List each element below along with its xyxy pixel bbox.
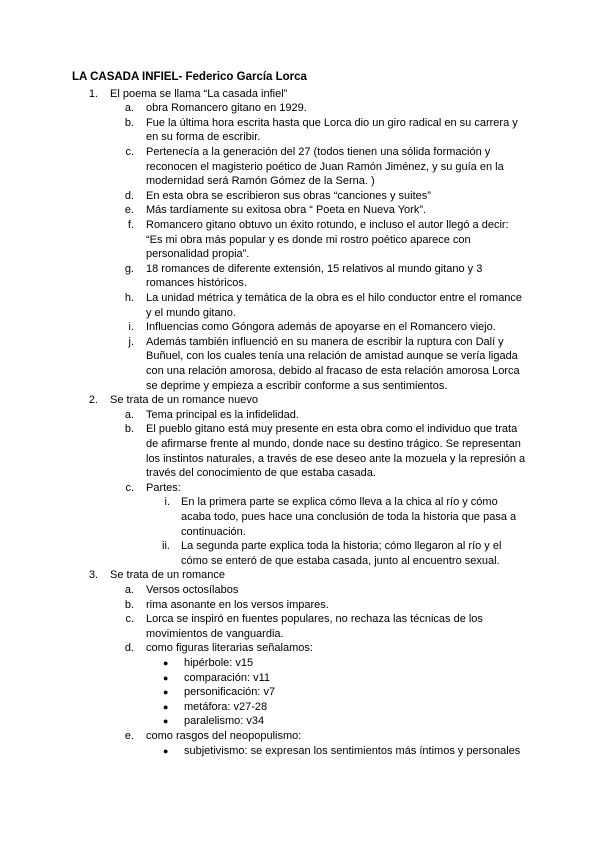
sublist-item-text: Partes: xyxy=(146,481,181,494)
sublist-item-text: modernidad será Ramón Gómez de la Serna. ) xyxy=(146,175,375,188)
list-number: 2. xyxy=(88,394,98,407)
sublist-item-text: con una relación amorosa, debido al fracaso de esta relación amorosa Lorca xyxy=(146,364,520,377)
sublist-item-text: Tema principal es la infidelidad. xyxy=(146,408,299,421)
bullet-icon: ● xyxy=(163,657,169,668)
sublist-item-text: El pueblo gitano está muy presente en esta obra como el individuo que trata xyxy=(146,423,518,436)
sublist-item-text: 18 romances de diferente extensión, 15 relativos al mundo gitano y 3 xyxy=(146,262,483,275)
list-item-text: El poema se llama “La casada infiel” xyxy=(110,87,288,100)
list-item-text: Se trata de un romance nuevo xyxy=(110,394,258,407)
list-number: 3. xyxy=(88,569,98,582)
sublist-item-text: personalidad propia”. xyxy=(146,248,250,261)
sublist-letter: c. xyxy=(125,481,134,494)
sublist-letter: f. xyxy=(127,218,134,231)
bullet-item-text: paralelismo: v34 xyxy=(184,715,265,728)
sublist-item-text: movimientos de vanguardia. xyxy=(146,627,284,640)
sublist-letter: e. xyxy=(124,729,134,742)
sublist-item-text: Además también influenció en su manera de escribir la ruptura con Dalí y xyxy=(146,335,504,348)
sublist-letter: d. xyxy=(124,189,134,202)
roman-item-text: La segunda parte explica toda la historia; cómo llegaron al río y el xyxy=(181,540,502,553)
roman-item-text: continuación. xyxy=(181,525,246,538)
sublist-letter: c. xyxy=(125,613,134,626)
sublist-letter: c. xyxy=(125,145,134,158)
sublist-item-text: de afirmarse frente al mundo, donde nace su destino trágico. Se representan xyxy=(146,437,521,450)
sublist-item-text: Lorca se inspiró en fuentes populares, no rechaza las técnicas de los xyxy=(146,613,483,626)
list-item-text: Se trata de un romance xyxy=(110,569,225,582)
list-number: 1. xyxy=(88,87,98,100)
bullet-item-text: personificación: v7 xyxy=(184,686,276,699)
roman-item-text: cómo se enteró de que estaba casada, junto al encuentro sexual. xyxy=(181,554,500,567)
sublist-item-text: en su forma de escribir. xyxy=(146,131,261,144)
document-title: LA CASADA INFIEL- Federico García Lorca xyxy=(72,71,307,83)
sublist-letter: b. xyxy=(124,423,134,436)
bullet-icon: ● xyxy=(163,687,169,698)
sublist-letter: h. xyxy=(124,291,134,304)
sublist-item-text: obra Romancero gitano en 1929. xyxy=(146,102,307,115)
sublist-item-text: Romancero gitano obtuvo un éxito rotundo, e incluso el autor llegó a decir: xyxy=(146,218,509,231)
sublist-letter: e. xyxy=(124,204,134,217)
sublist-item-text: Fue la última hora escrita hasta que Lorca dio un giro radical en su carrera y xyxy=(146,116,518,129)
bullet-item-text: metáfora: v27-28 xyxy=(184,700,268,713)
sublist-item-text: rima asonante en los versos impares. xyxy=(146,598,329,611)
sublist-letter: g. xyxy=(124,262,134,275)
roman-item-text: acaba todo, pues hace una conclusión de toda la historia que pasa a xyxy=(181,510,517,523)
sublist-item-text: Versos octosílabos xyxy=(146,583,239,596)
sublist-item-text: La unidad métrica y temática de la obra es el hilo conductor entre el romance xyxy=(146,291,523,304)
sublist-letter: b. xyxy=(124,116,134,129)
bullet-item-text: hipérbole: v15 xyxy=(184,656,254,669)
sublist-item-text: En esta obra se escribieron sus obras “canciones y suites” xyxy=(146,189,431,202)
sublist-item-text: se deprime y empieza a escribir conforme a sus sentimientos. xyxy=(146,379,448,392)
sublist-letter: a. xyxy=(124,583,134,596)
bullet-item-text: subjetivismo: se expresan los sentimientos más íntimos y personales xyxy=(184,744,521,757)
sublist-item-text: través del conocimiento de que estaba casada. xyxy=(146,467,376,480)
sublist-item-text: romances históricos. xyxy=(146,277,247,290)
sublist-item-text: reconocen el magisterio poético de Juan Ramón Jiménez, y su guía en la xyxy=(146,160,504,173)
sublist-item-text: Buñuel, con los cuales tenía una relación de amistad aunque se vería ligada xyxy=(146,350,518,363)
sublist-item-text: como figuras literarias señalamos: xyxy=(146,642,313,655)
roman-numeral: ii. xyxy=(162,540,170,553)
sublist-item-text: “Es mi obra más popular y es donde mi rostro poético aparece con xyxy=(146,233,471,246)
roman-numeral: i. xyxy=(164,496,170,509)
sublist-letter: b. xyxy=(124,598,134,611)
roman-item-text: En la primera parte se explica cómo lleva a la chica al río y cómo xyxy=(181,496,498,509)
bullet-icon: ● xyxy=(163,745,169,756)
sublist-item-text: como rasgos del neopopulismo: xyxy=(146,729,302,742)
sublist-letter: j. xyxy=(128,335,134,348)
sublist-item-text: Más tardíamente su exitosa obra “ Poeta en Nueva York”. xyxy=(146,204,427,217)
sublist-letter: a. xyxy=(124,102,134,115)
sublist-item-text: Pertenecía a la generación del 27 (todos tienen una sólida formación y xyxy=(146,145,491,158)
sublist-item-text: Influencias como Góngora además de apoyarse en el Romancero viejo. xyxy=(146,321,496,334)
bullet-icon: ● xyxy=(163,701,169,712)
bullet-icon: ● xyxy=(163,716,169,727)
sublist-item-text: y el mundo gitano. xyxy=(146,306,236,319)
bullet-item-text: comparación: v11 xyxy=(184,671,271,684)
sublist-letter: i. xyxy=(128,321,134,334)
sublist-item-text: los instintos naturales, a través de ese deseo ante la mozuela y la represión a xyxy=(146,452,526,465)
sublist-letter: d. xyxy=(124,642,134,655)
sublist-letter: a. xyxy=(124,408,134,421)
bullet-icon: ● xyxy=(163,672,169,683)
